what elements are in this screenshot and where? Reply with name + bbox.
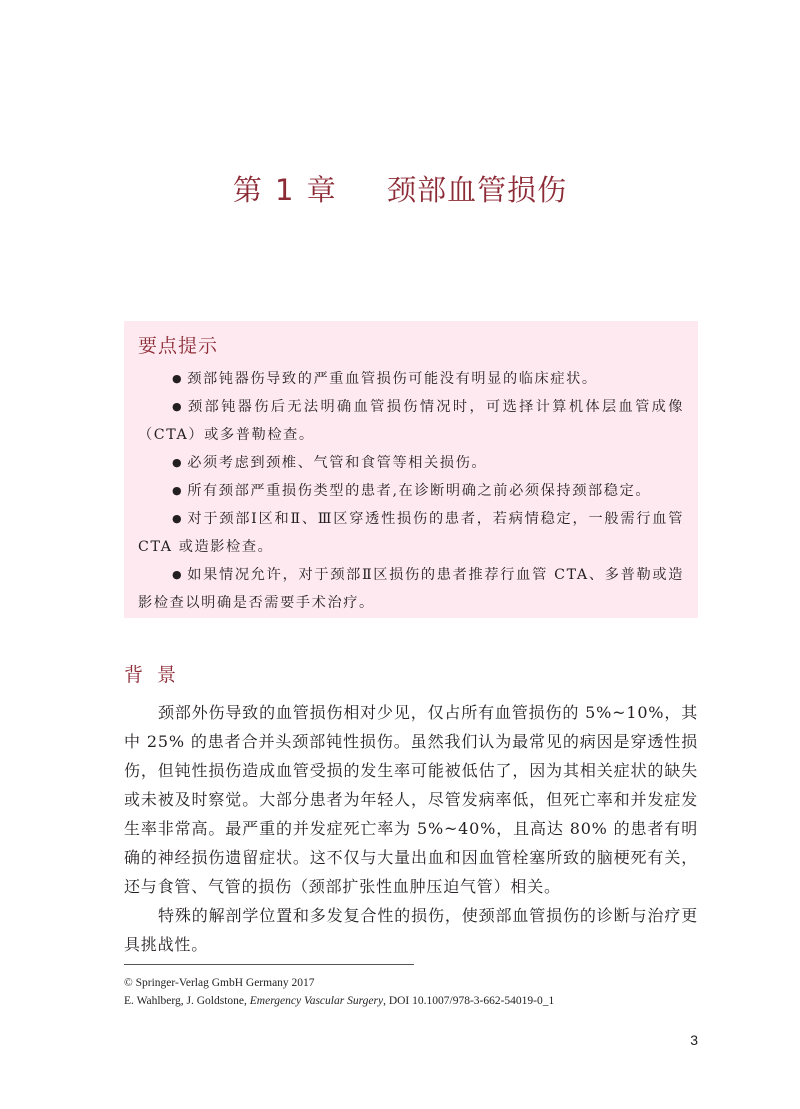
key-points-list: [138, 365, 684, 617]
citation-book-title: Emergency Vascular Surgery: [249, 995, 384, 1007]
footnote: [124, 974, 698, 1010]
chapter-name: 颈部血管损伤: [387, 173, 568, 207]
key-point-text: 颈部钝器伤后无法明确血管损伤情况时，可选择计算机体层血管成像（CTA）或多普勒检查。: [138, 399, 684, 443]
citation-line: [124, 992, 698, 1010]
chapter-number: 1: [275, 173, 295, 207]
section-heading-background: 背景: [124, 664, 191, 686]
key-point-item: [138, 365, 684, 393]
key-points-heading: 要点提示: [138, 335, 219, 357]
body-paragraph: 颈部外伤导致的血管损伤相对少见，仅占所有血管损伤的 5%~10%，其中 25% 的患者合并头颈部钝性损伤。虽然我们认为最常见的病因是穿透性损伤，但钝性损伤造成血管受损的发生率可能被低估了，因为其相关症状的缺失或未被及时察觉。大部分患者为年轻人，尽管发病率低，但死亡率和并发症发生率非常高。最严重的并发症死亡率为 5%~40%，且高达 80% 的患者有明确的神经损伤遗留症状。这不仅与大量出血和因血管栓塞所致的脑梗死有关，还与食管、气管的损伤（颈部扩张性血肿压迫气管）相关。: [124, 703, 698, 896]
bullet-icon: ●: [172, 568, 184, 581]
body-text: [124, 698, 698, 959]
bullet-icon: ●: [172, 512, 184, 525]
key-point-item: [138, 477, 684, 505]
chapter-title: [0, 168, 800, 212]
key-point-text: 如果情况允许，对于颈部Ⅱ区损伤的患者推荐行血管 CTA、多普勒或造影检查以明确是否需要手术治疗。: [138, 567, 684, 611]
bullet-icon: ●: [172, 400, 184, 413]
bullet-icon: ●: [172, 484, 184, 497]
copyright-line: © Springer-Verlag GmbH Germany 2017: [124, 977, 315, 989]
bullet-icon: ●: [172, 372, 184, 385]
key-point-item: [138, 449, 684, 477]
key-point-text: 颈部钝器伤导致的严重血管损伤可能没有明显的临床症状。: [187, 371, 598, 387]
key-point-text: 所有颈部严重损伤类型的患者,在诊断明确之前必须保持颈部稳定。: [187, 483, 652, 499]
citation-doi: , DOI 10.1007/978-3-662-54019-0_1: [383, 995, 555, 1007]
key-point-item: [138, 393, 684, 449]
chapter-label-prefix: 第: [232, 173, 263, 207]
citation-authors: E. Wahlberg, J. Goldstone,: [124, 995, 250, 1007]
key-points-box: [124, 321, 698, 618]
key-point-text: 对于颈部Ⅰ区和Ⅱ、Ⅲ区穿透性损伤的患者，若病情稳定，一般需行血管 CTA 或造影检查。: [138, 511, 684, 555]
key-point-item: [138, 505, 684, 561]
page-number: 3: [690, 1032, 698, 1048]
key-point-text: 必须考虑到颈椎、气管和食管等相关损伤。: [187, 455, 488, 471]
bullet-icon: ●: [172, 456, 184, 469]
key-point-item: [138, 561, 684, 617]
body-paragraph: 特殊的解剖学位置和多发复合性的损伤，使颈部血管损伤的诊断与治疗更具挑战性。: [124, 906, 698, 954]
footnote-divider: [124, 964, 414, 965]
chapter-label-suffix: 章: [306, 173, 337, 207]
